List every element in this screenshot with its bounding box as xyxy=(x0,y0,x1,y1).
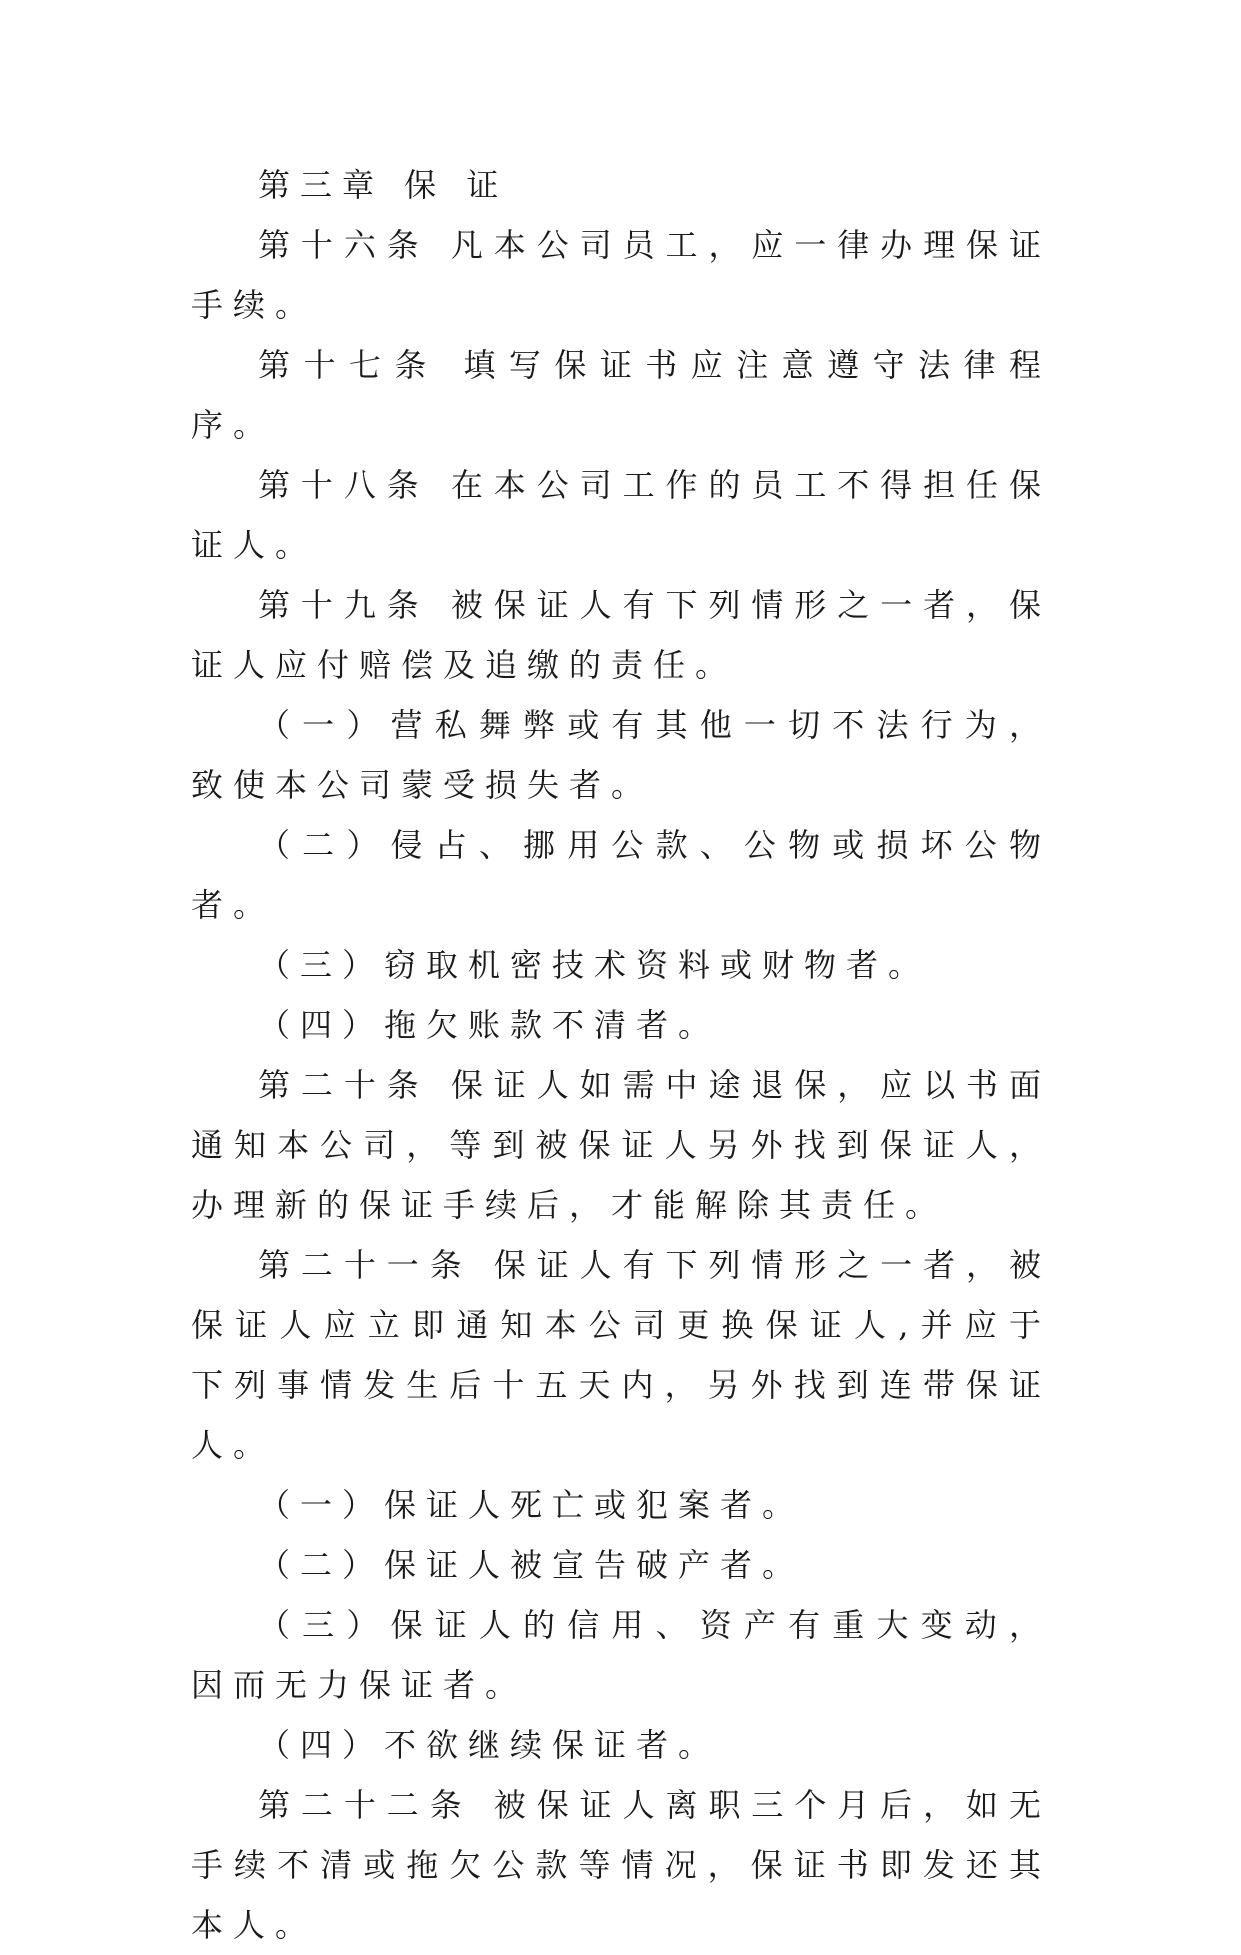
article-17: 第十七条 填写保证书应注意遵守法律程序。 xyxy=(191,346,1051,444)
document-page xyxy=(191,155,1051,1955)
article-20: 第二十条 保证人如需中途退保，应以书面通知本公司，等到被保证人另外找到保证人，办理新的保证手续后，才能解除其责任。 xyxy=(191,1066,1051,1224)
article-22: 第二十二条 被保证人离职三个月后，如无手续不清或拖欠公款等情况，保证书即发还其本人。 xyxy=(191,1786,1051,1944)
article-21: 第二十一条 保证人有下列情形之一者，被保证人应立即通知本公司更换保证人,并应于下列事情发生后十五天内，另外找到连带保证人。 xyxy=(191,1246,1051,1464)
article-21-item-1: （一）保证人死亡或犯案者。 xyxy=(258,1486,805,1524)
article-21-item-2: （二）保证人被宣告破产者。 xyxy=(258,1546,805,1584)
article-16: 第十六条 凡本公司员工，应一律办理保证手续。 xyxy=(191,226,1051,324)
article-18: 第十八条 在本公司工作的员工不得担任保证人。 xyxy=(191,466,1051,564)
article-19: 第十九条 被保证人有下列情形之一者，保证人应付赔偿及追缴的责任。 xyxy=(191,586,1051,684)
chapter-heading: 第三章 保 证 xyxy=(258,166,509,204)
article-21-item-4: （四）不欲继续保证者。 xyxy=(258,1726,721,1764)
article-21-item-3: （三）保证人的信用、资产有重大变动，因而无力保证者。 xyxy=(191,1606,1051,1704)
article-19-item-3: （三）窃取机密技术资料或财物者。 xyxy=(258,946,931,984)
article-19-item-2: （二）侵占、挪用公款、公物或损坏公物者。 xyxy=(191,826,1051,924)
article-19-item-4: （四）拖欠账款不清者。 xyxy=(258,1006,721,1044)
article-19-item-1: （一）营私舞弊或有其他一切不法行为，致使本公司蒙受损失者。 xyxy=(191,706,1051,804)
